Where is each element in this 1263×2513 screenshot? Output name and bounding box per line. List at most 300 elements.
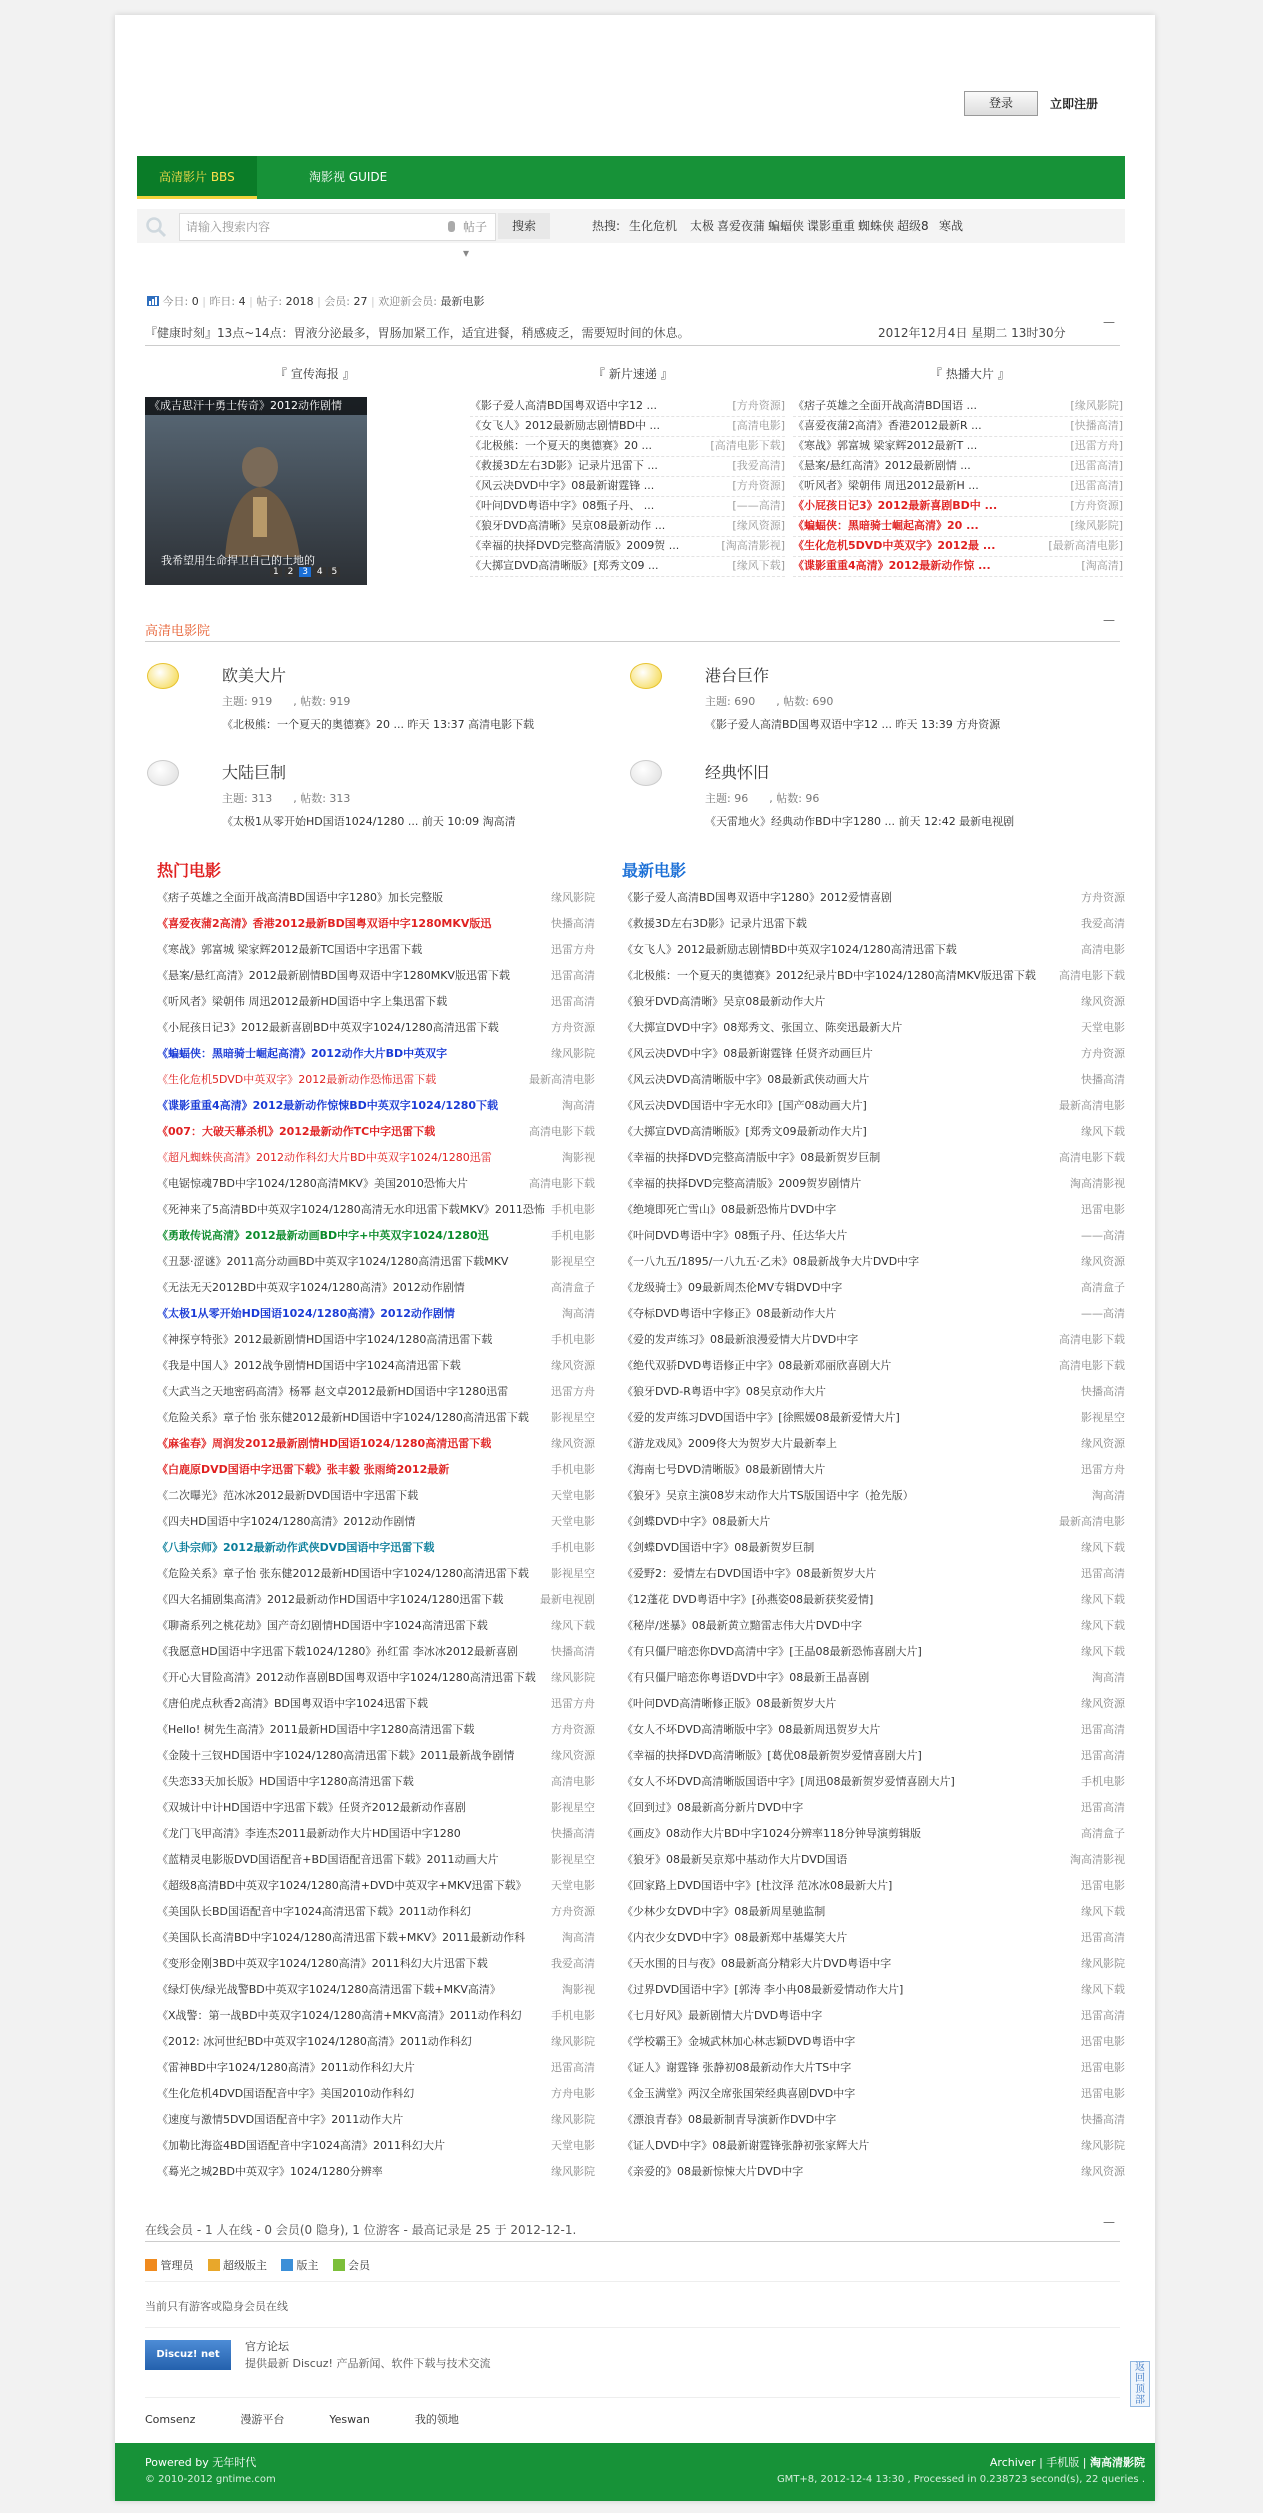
register-link[interactable]: 立即注册 <box>1050 97 1099 111</box>
list-item-title[interactable]: 《叶问DVD粤语中字》08甄子丹、 ... <box>470 499 655 512</box>
movie-source[interactable]: 缘风影院 <box>551 1671 595 1684</box>
tab-bbs[interactable]: 高清影片 BBS <box>137 156 257 199</box>
list-item-title[interactable]: 《生化危机5DVD中英双字》2012最 ... <box>793 539 996 552</box>
movie-title[interactable]: 《美国队长BD国语配音中字1024高清迅雷下载》2011动作科幻 <box>157 1905 472 1918</box>
movie-source[interactable]: 我爱高清 <box>1081 917 1125 930</box>
movie-source[interactable]: ——高清 <box>1081 1307 1125 1320</box>
movie-source[interactable]: 快播高清 <box>1081 1385 1125 1398</box>
movie-title[interactable]: 《开心大冒险高清》2012动作喜剧BD国粤双语中字1024/1280高清迅雷下载 <box>157 1671 536 1684</box>
movie-title[interactable]: 《痞子英雄之全面开战高清BD国语中字1280》加长完整版 <box>157 891 444 904</box>
movie-title[interactable]: 《证人DVD中字》08最新谢霆锋张静初张家辉大片 <box>622 2139 870 2152</box>
movie-source[interactable]: 高清电影下载 <box>529 1125 595 1138</box>
movie-source[interactable]: 高清盒子 <box>1081 1827 1125 1840</box>
movie-title[interactable]: 《二次曝光》范冰冰2012最新DVD国语中字迅雷下载 <box>157 1489 419 1502</box>
movie-source[interactable]: 手机电影 <box>551 1463 595 1476</box>
movie-title[interactable]: 《超凡蜘蛛侠高清》2012动作科幻大片BD中英双字1024/1280迅雷 <box>157 1151 492 1164</box>
movie-source[interactable]: 缘风资源 <box>551 1749 595 1762</box>
movie-title[interactable]: 《绿灯侠/绿光战警BD中英双字1024/1280高清迅雷下载+MKV高清》 <box>157 1983 501 1996</box>
forum-name[interactable]: 经典怀旧 <box>705 763 770 782</box>
list-item-title[interactable]: 《谍影重重4高清》2012最新动作惊 ... <box>793 559 991 572</box>
poster-page[interactable]: 1 <box>270 567 282 577</box>
movie-title[interactable]: 《回到过》08最新高分新片DVD中字 <box>622 1801 804 1814</box>
movie-title[interactable]: 《生化危机4DVD国语配音中字》美国2010动作科幻 <box>157 2087 415 2100</box>
poster-page-active[interactable]: 3 <box>299 567 311 577</box>
movie-title[interactable]: 《绝境即死亡雪山》08最新恐怖片DVD中字 <box>622 1203 837 1216</box>
movie-title[interactable]: 《狼牙》吴京主演08岁末动作大片TS版国语中字（抢先版） <box>622 1489 914 1502</box>
movie-source[interactable]: 淘高清影视 <box>1070 1853 1125 1866</box>
movie-title[interactable]: 《狼牙DVD-R粤语中字》08吴京动作大片 <box>622 1385 826 1398</box>
movie-source[interactable]: 影视星空 <box>551 1411 595 1424</box>
movie-source[interactable]: 手机电影 <box>1081 1775 1125 1788</box>
list-item-source[interactable]: [方舟资源] <box>732 399 785 412</box>
forum-name[interactable]: 欧美大片 <box>222 666 287 685</box>
online-legend <box>145 2257 370 2273</box>
movie-source[interactable]: 高清盒子 <box>1081 1281 1125 1294</box>
movie-row <box>622 1847 1125 1873</box>
back-to-top-button[interactable]: 返回顶部 <box>1130 2361 1150 2407</box>
list-item-title[interactable]: 《喜爱夜蒲2高清》香港2012最新R ... <box>793 419 982 432</box>
movie-title[interactable]: 《007：大破天幕杀机》2012最新动作TC中字迅雷下载 <box>157 1125 436 1138</box>
movie-title[interactable]: 《白鹿原DVD国语中字迅雷下载》张丰毅 张雨绮2012最新 <box>157 1463 450 1476</box>
movie-title[interactable]: 《一八九五/1895/一八九五·乙未》08最新战争大片DVD中字 <box>622 1255 920 1268</box>
movie-source[interactable]: 最新高清电影 <box>1059 1515 1125 1528</box>
movie-title[interactable]: 《回家路上DVD国语中字》[杜汶泽 范冰冰08最新大片] <box>622 1879 893 1892</box>
movie-source[interactable]: 快播高清 <box>551 1827 595 1840</box>
movie-row <box>157 1457 595 1483</box>
movie-title[interactable]: 《狼牙DVD高清晰》吴京08最新动作大片 <box>622 995 826 1008</box>
new-member-link[interactable]: 最新电影 <box>440 295 485 308</box>
movie-title[interactable]: 《绝代双骄DVD粤语修正中字》08最新邓丽欣喜剧大片 <box>622 1359 892 1372</box>
movie-source[interactable]: 最新电视剧 <box>540 1593 595 1606</box>
movie-source[interactable]: 缘风资源 <box>551 1359 595 1372</box>
movie-title[interactable]: 《麻雀春》周润发2012最新剧情HD国语1024/1280高清迅雷下载 <box>157 1437 492 1450</box>
movie-source[interactable]: 缘风下载 <box>1081 1905 1125 1918</box>
poster-slideshow[interactable] <box>145 397 367 585</box>
movie-row <box>622 937 1125 963</box>
movie-source[interactable]: 淘影视 <box>562 1151 595 1164</box>
movie-source[interactable]: 方舟电影 <box>551 2087 595 2100</box>
movie-source[interactable]: 迅雷方舟 <box>551 943 595 956</box>
movie-title[interactable]: 《爱野2：爱情左右DVD国语中字》08最新贺岁大片 <box>622 1567 877 1580</box>
movie-title[interactable]: 《幸福的抉择DVD完整高清版中字》08最新贺岁巨制 <box>622 1151 881 1164</box>
list-item-title[interactable]: 《幸福的抉择DVD完整高清版》2009贺 ... <box>470 539 680 552</box>
tab-guide[interactable]: 淘影视 GUIDE <box>309 170 388 184</box>
forum-meta: 主题: 96 , 帖数: 96 <box>705 792 820 805</box>
movie-source[interactable]: 天堂电影 <box>551 1515 595 1528</box>
list-item-source[interactable]: [淘高清] <box>1081 559 1123 572</box>
movie-source[interactable]: 高清电影下载 <box>1059 969 1125 982</box>
movie-source[interactable]: 缘风资源 <box>1081 995 1125 1008</box>
collapse-toggle[interactable]: — <box>1103 315 1115 329</box>
movie-source[interactable]: 手机电影 <box>551 2009 595 2022</box>
movie-title[interactable]: 《X战警：第一战BD中英双字1024/1280高清+MKV高清》2011动作科幻 <box>157 2009 522 2022</box>
movie-title[interactable]: 《2012: 冰河世纪BD中英双字1024/1280高清》2011动作科幻 <box>157 2035 472 2048</box>
movie-title[interactable]: 《聊斋系列之桃花劫》国产奇幻剧情HD国语中字1024高清迅雷下载 <box>157 1619 488 1632</box>
hot-keyword[interactable]: 喜爱夜蒲 <box>717 219 766 233</box>
movie-title[interactable]: 《失恋33天加长版》HD国语中字1280高清迅雷下载 <box>157 1775 414 1788</box>
movie-title[interactable]: 《少林少女DVD中字》08最新周星驰监制 <box>622 1905 826 1918</box>
movie-source[interactable]: 淘高清 <box>1092 1671 1125 1684</box>
movie-title[interactable]: 《喜爱夜蒲2高清》香港2012最新BD国粤双语中字1280MKV版迅 <box>157 917 492 930</box>
movie-title[interactable]: 《超级8高清BD中英双字1024/1280高清+DVD中英双字+MKV迅雷下载》 <box>157 1879 527 1892</box>
movie-title[interactable]: 《美国队长高清BD中字1024/1280高清迅雷下载+MKV》2011最新动作科 <box>157 1931 526 1944</box>
hot-search-label: 热搜: <box>592 219 621 233</box>
archiver-link[interactable]: Archiver <box>989 2456 1036 2469</box>
movie-source[interactable]: 天堂电影 <box>551 2139 595 2152</box>
movie-source[interactable]: 影视星空 <box>551 1801 595 1814</box>
movie-title[interactable]: 《蝙蝠侠：黑暗骑士崛起高清》2012动作大片BD中英双字 <box>157 1047 448 1060</box>
list-item-source[interactable]: [迅雷方舟] <box>1070 439 1123 452</box>
poster-page[interactable]: 2 <box>285 567 297 577</box>
hot-keyword[interactable]: 太极 <box>690 219 715 233</box>
movie-source[interactable]: 迅雷高清 <box>1081 1723 1125 1736</box>
movie-source[interactable]: 手机电影 <box>551 1229 595 1242</box>
search-field[interactable] <box>179 213 496 260</box>
movie-title[interactable]: 《过界DVD国语中字》[郭涛 李小冉08最新爱情动作大片] <box>622 1983 904 1996</box>
movie-source[interactable]: 缘风影院 <box>551 891 595 904</box>
movie-title[interactable]: 《双城计中计HD国语中字迅雷下载》任贤齐2012最新动作喜剧 <box>157 1801 466 1814</box>
hot-keyword[interactable]: 谍影重重 <box>807 219 856 233</box>
movie-title[interactable]: 《狼牙》08最新吴京郑中基动作大片DVD国语 <box>622 1853 848 1866</box>
movie-source[interactable]: 缘风影院 <box>551 1047 595 1060</box>
section-collapse[interactable]: — <box>1103 613 1115 627</box>
list-item-title[interactable]: 《蝙蝠侠：黑暗骑士崛起高清》20 ... <box>793 519 979 532</box>
online-collapse[interactable]: — <box>1103 2215 1115 2229</box>
movie-source[interactable]: 高清电影下载 <box>1059 1151 1125 1164</box>
movie-title[interactable]: 《12蓬花 DVD粤语中字》[孙燕姿08最新获奖爱情] <box>622 1593 874 1606</box>
hot-keyword[interactable]: 蜘蛛侠 <box>858 219 895 233</box>
movie-source[interactable]: 我爱高清 <box>551 1957 595 1970</box>
official-title[interactable]: 官方论坛 <box>245 2340 289 2353</box>
movie-source[interactable]: 缘风下载 <box>1081 1619 1125 1632</box>
movie-source[interactable]: 迅雷电影 <box>1081 1879 1125 1892</box>
movie-source[interactable]: 高清电影 <box>551 1775 595 1788</box>
movie-title[interactable]: 《有只僵尸暗恋你粤语DVD中字》08最新王晶喜剧 <box>622 1671 870 1684</box>
movie-source[interactable]: 方舟资源 <box>551 1021 595 1034</box>
movie-title[interactable]: 《速度与激情5DVD国语配音中字》2011动作大片 <box>157 2113 404 2126</box>
movie-title[interactable]: 《漂浪青春》08最新制青导演新作DVD中字 <box>622 2113 837 2126</box>
movie-source[interactable]: 缘风资源 <box>551 1437 595 1450</box>
list-item-source[interactable]: [高清电影下载] <box>710 439 785 452</box>
friend-link[interactable]: 我的领地 <box>414 2413 459 2426</box>
movie-source[interactable]: 快播高清 <box>1081 2113 1125 2126</box>
movie-title[interactable]: 《叶问DVD高清晰修正版》08最新贺岁大片 <box>622 1697 837 1710</box>
movie-title[interactable]: 《叶问DVD粤语中字》08甄子丹、任达华大片 <box>622 1229 848 1242</box>
movie-title[interactable]: 《剑蝶DVD国语中字》08最新贺岁巨制 <box>622 1541 815 1554</box>
movie-source[interactable]: 缘风影院 <box>1081 1957 1125 1970</box>
forum-last-post[interactable]: 《北极熊：一个夏天的奥德赛》20 ... 昨天 13:37 高清电影下载 <box>222 718 535 731</box>
movie-title[interactable]: 《内衣少女DVD中字》08最新郑中基爆笑大片 <box>622 1931 848 1944</box>
movie-title[interactable]: 《电锯惊魂7BD中字1024/1280高清MKV》美国2010恐怖大片 <box>157 1177 468 1190</box>
mobile-link[interactable]: 手机版 <box>1046 2456 1080 2469</box>
movie-source[interactable]: 缘风下载 <box>1081 1983 1125 1996</box>
movie-source[interactable]: 方舟资源 <box>551 1723 595 1736</box>
list-item-source[interactable]: [迅雷高清] <box>1070 479 1123 492</box>
forum-last-post[interactable]: 《天雷地火》经典动作BD中字1280 ... 前天 12:42 最新电视剧 <box>705 815 1015 828</box>
list-item-title[interactable]: 《听风者》梁朝伟 周迅2012最新H ... <box>793 479 979 492</box>
movie-title[interactable]: 《听风者》梁朝伟 周迅2012最新HD国语中字上集迅雷下载 <box>157 995 448 1008</box>
list-item-source[interactable]: [快播高清] <box>1070 419 1123 432</box>
movie-title[interactable]: 《画皮》08动作大片BD中字1024分辨率118分钟导演剪辑版 <box>622 1827 922 1840</box>
movie-source[interactable]: 影视星空 <box>551 1255 595 1268</box>
movie-source[interactable]: 高清电影 <box>1081 943 1125 956</box>
movie-title[interactable]: 《蓝精灵电影版DVD国语配音+BD国语配音迅雷下载》2011动画大片 <box>157 1853 499 1866</box>
page <box>115 15 1155 2501</box>
movie-title[interactable]: 《丑瑟·涩谜》2011高分动画BD中英双字1024/1280高清迅雷下载MKV <box>157 1255 509 1268</box>
movie-title[interactable]: 《有只僵尸暗恋你DVD高清中字》[王晶08最新恐怖喜剧大片] <box>622 1645 922 1658</box>
movie-source[interactable]: 迅雷电影 <box>1081 2061 1125 2074</box>
site-link[interactable]: 淘高清影院 <box>1090 2456 1145 2469</box>
movie-source[interactable]: 缘风资源 <box>1081 1697 1125 1710</box>
movie-source[interactable]: 最新高清电影 <box>529 1073 595 1086</box>
forum-last-post[interactable]: 《太极1从零开始HD国语1024/1280 ... 前天 10:09 淘高清 <box>222 815 516 828</box>
list-item <box>470 556 785 577</box>
movie-source[interactable]: 方舟资源 <box>1081 891 1125 904</box>
movie-source[interactable]: 淘高清影视 <box>1070 1177 1125 1190</box>
movie-source[interactable]: 迅雷高清 <box>1081 1801 1125 1814</box>
list-item-title[interactable]: 《痞子英雄之全面开战高清BD国语 ... <box>793 399 978 412</box>
movie-title[interactable]: 《小屁孩日记3》2012最新喜剧BD中英双字1024/1280高清迅雷下载 <box>157 1021 499 1034</box>
movie-source[interactable]: ——高清 <box>1081 1229 1125 1242</box>
movie-source[interactable]: 缘风资源 <box>1081 1255 1125 1268</box>
movie-source[interactable]: 方舟资源 <box>1081 1047 1125 1060</box>
movie-source[interactable]: 迅雷高清 <box>551 2061 595 2074</box>
list-item-source[interactable]: [迅雷高清] <box>1070 459 1123 472</box>
list-item-source[interactable]: [方舟资源] <box>1070 499 1123 512</box>
list-item-title[interactable]: 《影子爱人高清BD国粤双语中字12 ... <box>470 399 657 412</box>
movie-title[interactable]: 《危险关系》章子怡 张东健2012最新HD国语中字1024/1280高清迅雷下载 <box>157 1567 529 1580</box>
movie-title[interactable]: 《幸福的抉择DVD完整高清版》2009贺岁剧情片 <box>622 1177 862 1190</box>
movie-source[interactable]: 快播高清 <box>1081 1073 1125 1086</box>
movie-title[interactable]: 《女飞人》2012最新励志剧情BD中英双字1024/1280高清迅雷下载 <box>622 943 957 956</box>
movie-title[interactable]: 《龙级骑士》09最新周杰伦MV专辑DVD中字 <box>622 1281 843 1294</box>
login-button[interactable]: 登录 <box>964 91 1038 116</box>
movie-source[interactable]: 缘风下载 <box>1081 1125 1125 1138</box>
movie-source[interactable]: 影视星空 <box>551 1567 595 1580</box>
movie-source[interactable]: 缘风影院 <box>1081 2139 1125 2152</box>
search-type-select[interactable]: 帖子 ▾ <box>463 220 488 260</box>
movie-source[interactable]: 迅雷电影 <box>1081 2087 1125 2100</box>
movie-title[interactable]: 《Hello! 树先生高清》2011最新HD国语中字1280高清迅雷下载 <box>157 1723 475 1736</box>
list-item-source[interactable]: [缘风下载] <box>732 559 785 572</box>
movie-title[interactable]: 《救援3D左右3D影》记录片迅雷下载 <box>622 917 807 930</box>
movie-source[interactable]: 高清电影下载 <box>529 1177 595 1190</box>
discuz-logo[interactable]: Discuz! net <box>145 2340 231 2370</box>
movie-title[interactable]: 《四夫HD国语中字1024/1280高清》2012动作剧情 <box>157 1515 416 1528</box>
movie-title[interactable]: 《北极熊：一个夏天的奥德赛》2012纪录片BD中字1024/1280高清MKV版迅雷下载 <box>622 969 1036 982</box>
movie-row <box>157 1093 595 1119</box>
movie-title[interactable]: 《无法无天2012BD中英双字1024/1280高清》2012动作剧情 <box>157 1281 465 1294</box>
friend-link[interactable]: 漫游平台 <box>240 2413 285 2426</box>
movie-source[interactable]: 缘风下载 <box>1081 1593 1125 1606</box>
forum-icon <box>147 760 179 786</box>
movie-title[interactable]: 《神探亨特张》2012最新剧情HD国语中字1024/1280高清迅雷下载 <box>157 1333 493 1346</box>
movie-source[interactable]: 迅雷方舟 <box>551 1697 595 1710</box>
movie-source[interactable]: 快播高清 <box>551 1645 595 1658</box>
movie-title[interactable]: 《爱的发声练习DVD国语中字》[徐熙媛08最新爱情大片] <box>622 1411 900 1424</box>
movie-row <box>622 1613 1125 1639</box>
movie-title[interactable]: 《风云决DVD国语中字无水印》[国产08动画大片] <box>622 1099 867 1112</box>
movie-title[interactable]: 《大武当之天地密码高清》杨幂 赵文卓2012最新HD国语中字1280迅雷 <box>157 1385 509 1398</box>
poster-page[interactable]: 4 <box>314 567 326 577</box>
movie-row <box>157 1353 595 1379</box>
movie-title[interactable]: 《勇敢传说高清》2012最新动画BD中字+中英双字1024/1280迅 <box>157 1229 489 1242</box>
movie-title[interactable]: 《大掷宣DVD高清晰版》[郑秀文09最新动作大片] <box>622 1125 867 1138</box>
list-item-source[interactable]: [淘高清影视] <box>721 539 785 552</box>
movie-source[interactable]: 手机电影 <box>551 1333 595 1346</box>
movie-title[interactable]: 《金陵十三钗HD国语中字1024/1280高清迅雷下载》2011最新战争剧情 <box>157 1749 515 1762</box>
movie-source[interactable]: 迅雷高清 <box>551 995 595 1008</box>
movie-row <box>622 1119 1125 1145</box>
movie-source[interactable]: 淘高清 <box>562 1307 595 1320</box>
movie-source[interactable]: 缘风影院 <box>551 2035 595 2048</box>
posts-count: 96 <box>805 792 820 805</box>
movie-source[interactable]: 缘风影院 <box>551 2113 595 2126</box>
movie-title[interactable]: 《剑蝶DVD中字》08最新大片 <box>622 1515 771 1528</box>
movie-source[interactable]: 缘风资源 <box>1081 2165 1125 2178</box>
movie-source[interactable]: 缘风下载 <box>551 1619 595 1632</box>
list-item-source[interactable]: [最新高清电影] <box>1048 539 1123 552</box>
movie-title[interactable]: 《我愿意HD国语中字迅雷下载1024/1280》孙红雷 李冰冰2012最新喜剧 <box>157 1645 518 1658</box>
search-input[interactable]: 请输入搜索内容 <box>186 220 271 234</box>
movie-title[interactable]: 《危险关系》章子怡 张东健2012最新HD国语中字1024/1280高清迅雷下载 <box>157 1411 529 1424</box>
section-title[interactable]: 高清电影院 <box>145 624 211 639</box>
poster-page[interactable]: 5 <box>328 567 340 577</box>
movie-source[interactable]: 迅雷高清 <box>1081 1749 1125 1762</box>
movie-title[interactable]: 《天水围的日与夜》08最新高分精彩大片DVD粤语中字 <box>622 1957 892 1970</box>
movie-title[interactable]: 《风云决DVD高清晰版中字》08最新武侠动画大片 <box>622 1073 870 1086</box>
forum-name[interactable]: 大陆巨制 <box>222 763 287 782</box>
movie-source[interactable]: 高清电影下载 <box>1059 1359 1125 1372</box>
movie-title[interactable]: 《大掷宣DVD中字》08郑秀文、张国立、陈奕迅最新大片 <box>622 1021 903 1034</box>
movie-source[interactable]: 快播高清 <box>551 917 595 930</box>
list-item-source[interactable]: [缘风影院] <box>1070 519 1123 532</box>
list-item-source[interactable]: [缘风资源] <box>732 519 785 532</box>
movie-source[interactable]: 淘高清 <box>1092 1489 1125 1502</box>
movie-source[interactable]: 天堂电影 <box>1081 1021 1125 1034</box>
forum-last-post[interactable]: 《影子爱人高清BD国粤双语中字12 ... 昨天 13:39 方舟资源 <box>705 718 1001 731</box>
movie-source[interactable]: 影视星空 <box>1081 1411 1125 1424</box>
movie-title[interactable]: 《生化危机5DVD中英双字》2012最新动作恐怖迅雷下载 <box>157 1073 437 1086</box>
movie-title[interactable]: 《我是中国人》2012战争剧情HD国语中字1024高清迅雷下载 <box>157 1359 461 1372</box>
forum-name[interactable]: 港台巨作 <box>705 666 770 685</box>
hot-keyword[interactable]: 蝙蝠侠 <box>768 219 805 233</box>
movie-title[interactable]: 《悬案/悬红高清》2012最新剧情BD国粤双语中字1280MKV版迅雷下载 <box>157 969 510 982</box>
movie-row <box>622 885 1125 911</box>
list-item-title[interactable]: 《风云决DVD中字》08最新谢霆锋 ... <box>470 479 655 492</box>
movie-title[interactable]: 《雷神BD中字1024/1280高清》2011动作科幻大片 <box>157 2061 415 2074</box>
movie-title[interactable]: 《学校霸王》金城武林加心林志颖DVD粤语中字 <box>622 2035 856 2048</box>
movie-source[interactable]: 影视星空 <box>551 1853 595 1866</box>
movie-title[interactable]: 《加勒比海盗4BD国语配音中字1024高清》2011科幻大片 <box>157 2139 446 2152</box>
movie-title[interactable]: 《风云决DVD中字》08最新谢霆锋 任贤齐动画巨片 <box>622 1047 873 1060</box>
list-item-title[interactable]: 《小屁孩日记3》2012最新喜剧BD中 ... <box>793 499 998 512</box>
movie-title[interactable]: 《爱的发声练习》08最新浪漫爱情大片DVD中字 <box>622 1333 859 1346</box>
movie-source[interactable]: 天堂电影 <box>551 1879 595 1892</box>
hot-keyword[interactable]: 生化危机 <box>629 219 678 233</box>
list-item-title[interactable]: 《寒战》郭富城 梁家辉2012最新T ... <box>793 439 978 452</box>
movie-title[interactable]: 《谍影重重4高清》2012最新动作惊悚BD中英双字1024/1280下载 <box>157 1099 499 1112</box>
movie-title[interactable]: 《秘岸/迷暴》08最新黄立黯雷志伟大片DVD中字 <box>622 1619 862 1632</box>
movie-title[interactable]: 《夺标DVD粤语中字修正》08最新动作大片 <box>622 1307 837 1320</box>
friend-link[interactable]: Comsenz <box>145 2413 196 2426</box>
movie-source[interactable]: 迅雷高清 <box>551 969 595 982</box>
movie-title[interactable]: 《死神来了5高清BD中英双字1024/1280高清无水印迅雷下载MKV》2011恐怖 <box>157 1203 545 1216</box>
movie-source[interactable]: 高清盒子 <box>551 1281 595 1294</box>
movie-title[interactable]: 《蓦光之城2BD中英双字》1024/1280分辨率 <box>157 2165 383 2178</box>
movie-source[interactable]: 迅雷电影 <box>1081 2035 1125 2048</box>
list-item-source[interactable]: [我爱高清] <box>732 459 785 472</box>
movie-title[interactable]: 《影子爱人高清BD国粤双语中字1280》2012爱情喜剧 <box>622 891 893 904</box>
movie-title[interactable]: 《幸福的抉择DVD高清晰版》[葛优08最新贺岁爱情喜剧大片] <box>622 1749 922 1762</box>
movie-title[interactable]: 《证人》谢霆锋 张静初08最新动作大片TS中字 <box>622 2061 852 2074</box>
movie-source[interactable]: 淘高清 <box>562 1931 595 1944</box>
friend-link[interactable]: Yeswan <box>329 2413 370 2426</box>
movie-source[interactable]: 迅雷高清 <box>1081 2009 1125 2022</box>
list-item-title[interactable]: 《女飞人》2012最新励志剧情BD中 ... <box>470 419 660 432</box>
movie-source[interactable]: 缘风资源 <box>1081 1437 1125 1450</box>
movie-row <box>622 1197 1125 1223</box>
hot-keyword[interactable]: 寒战 <box>939 219 964 233</box>
movie-title[interactable]: 《龙门飞甲高清》李连杰2011最新动作大片HD国语中字1280 <box>157 1827 461 1840</box>
movie-source[interactable]: 手机电影 <box>551 1541 595 1554</box>
movie-source[interactable]: 方舟资源 <box>551 1905 595 1918</box>
search-button[interactable]: 搜索 <box>498 213 550 239</box>
movie-title[interactable]: 《海南七号DVD清晰版》08最新剧情大片 <box>622 1463 826 1476</box>
movie-source[interactable]: 高清电影下载 <box>1059 1333 1125 1346</box>
topics-count: 313 <box>251 792 273 805</box>
movie-source[interactable]: 缘风下载 <box>1081 1541 1125 1554</box>
movie-row <box>622 1691 1125 1717</box>
list-item-source[interactable]: [方舟资源] <box>732 479 785 492</box>
movie-row <box>622 2159 1125 2185</box>
movie-source[interactable]: 迅雷方舟 <box>1081 1463 1125 1476</box>
movie-source[interactable]: 淘影视 <box>562 1983 595 1996</box>
movie-source[interactable]: 缘风下载 <box>1081 1645 1125 1658</box>
movie-title[interactable]: 《金玉满堂》两汉全席张国荣经典喜剧DVD中字 <box>622 2087 856 2100</box>
movie-title[interactable]: 《变形金刚3BD中英双字1024/1280高清》2011科幻大片迅雷下载 <box>157 1957 488 1970</box>
hot-keyword[interactable]: 超级8 <box>897 219 929 233</box>
movie-title[interactable]: 《唐伯虎点秋香2高清》BD国粤双语中字1024迅雷下载 <box>157 1697 429 1710</box>
list-item-source[interactable]: [——高清] <box>732 499 785 512</box>
movie-source[interactable]: 缘风影院 <box>551 2165 595 2178</box>
list-item-title[interactable]: 《大掷宣DVD高清晰版》[郑秀文09 ... <box>470 559 659 572</box>
list-item-title[interactable]: 《狼牙DVD高清晰》吴京08最新动作 ... <box>470 519 666 532</box>
movie-source[interactable]: 淘高清 <box>562 1099 595 1112</box>
movie-title[interactable]: 《七月好风》最新剧情大片DVD粤语中字 <box>622 2009 823 2022</box>
movie-source[interactable]: 迅雷高清 <box>1081 1931 1125 1944</box>
movie-title[interactable]: 《四大名捕剧集高清》2012最新动作HD国语中字1024/1280迅雷下载 <box>157 1593 504 1606</box>
list-item-source[interactable]: [缘风影院] <box>1070 399 1123 412</box>
movie-title[interactable]: 《亲爱的》08最新惊悚大片DVD中字 <box>622 2165 804 2178</box>
movie-title[interactable]: 《女人不坏DVD高清晰版国语中字》[周迅08最新贺岁爱情喜剧大片] <box>622 1775 955 1788</box>
list-item-source[interactable]: [高清电影] <box>732 419 785 432</box>
movie-source[interactable]: 迅雷高清 <box>1081 1567 1125 1580</box>
movie-title[interactable]: 《太极1从零开始HD国语1024/1280高清》2012动作剧情 <box>157 1307 455 1320</box>
movie-title[interactable]: 《寒战》郭富城 梁家辉2012最新TC国语中字迅雷下载 <box>157 943 423 956</box>
list-item-title[interactable]: 《北极熊：一个夏天的奥德赛》20 ... <box>470 439 652 452</box>
movie-title[interactable]: 《游龙戏凤》2009佟大为贺岁大片最新奉上 <box>622 1437 837 1450</box>
movie-source[interactable]: 天堂电影 <box>551 1489 595 1502</box>
movie-title[interactable]: 《女人不坏DVD高清晰版中字》08最新周迅贺岁大片 <box>622 1723 881 1736</box>
movie-source[interactable]: 最新高清电影 <box>1059 1099 1125 1112</box>
list-item-title[interactable]: 《悬案/悬红高清》2012最新剧情 ... <box>793 459 971 472</box>
movie-title[interactable]: 《八卦宗师》2012最新动作武侠DVD国语中字迅雷下载 <box>157 1541 435 1554</box>
movie-source[interactable]: 手机电影 <box>551 1203 595 1216</box>
list-item-title[interactable]: 《救援3D左右3D影》记录片迅雷下 ... <box>470 459 658 472</box>
movie-source[interactable]: 迅雷电影 <box>1081 1203 1125 1216</box>
movie-source[interactable]: 迅雷方舟 <box>551 1385 595 1398</box>
